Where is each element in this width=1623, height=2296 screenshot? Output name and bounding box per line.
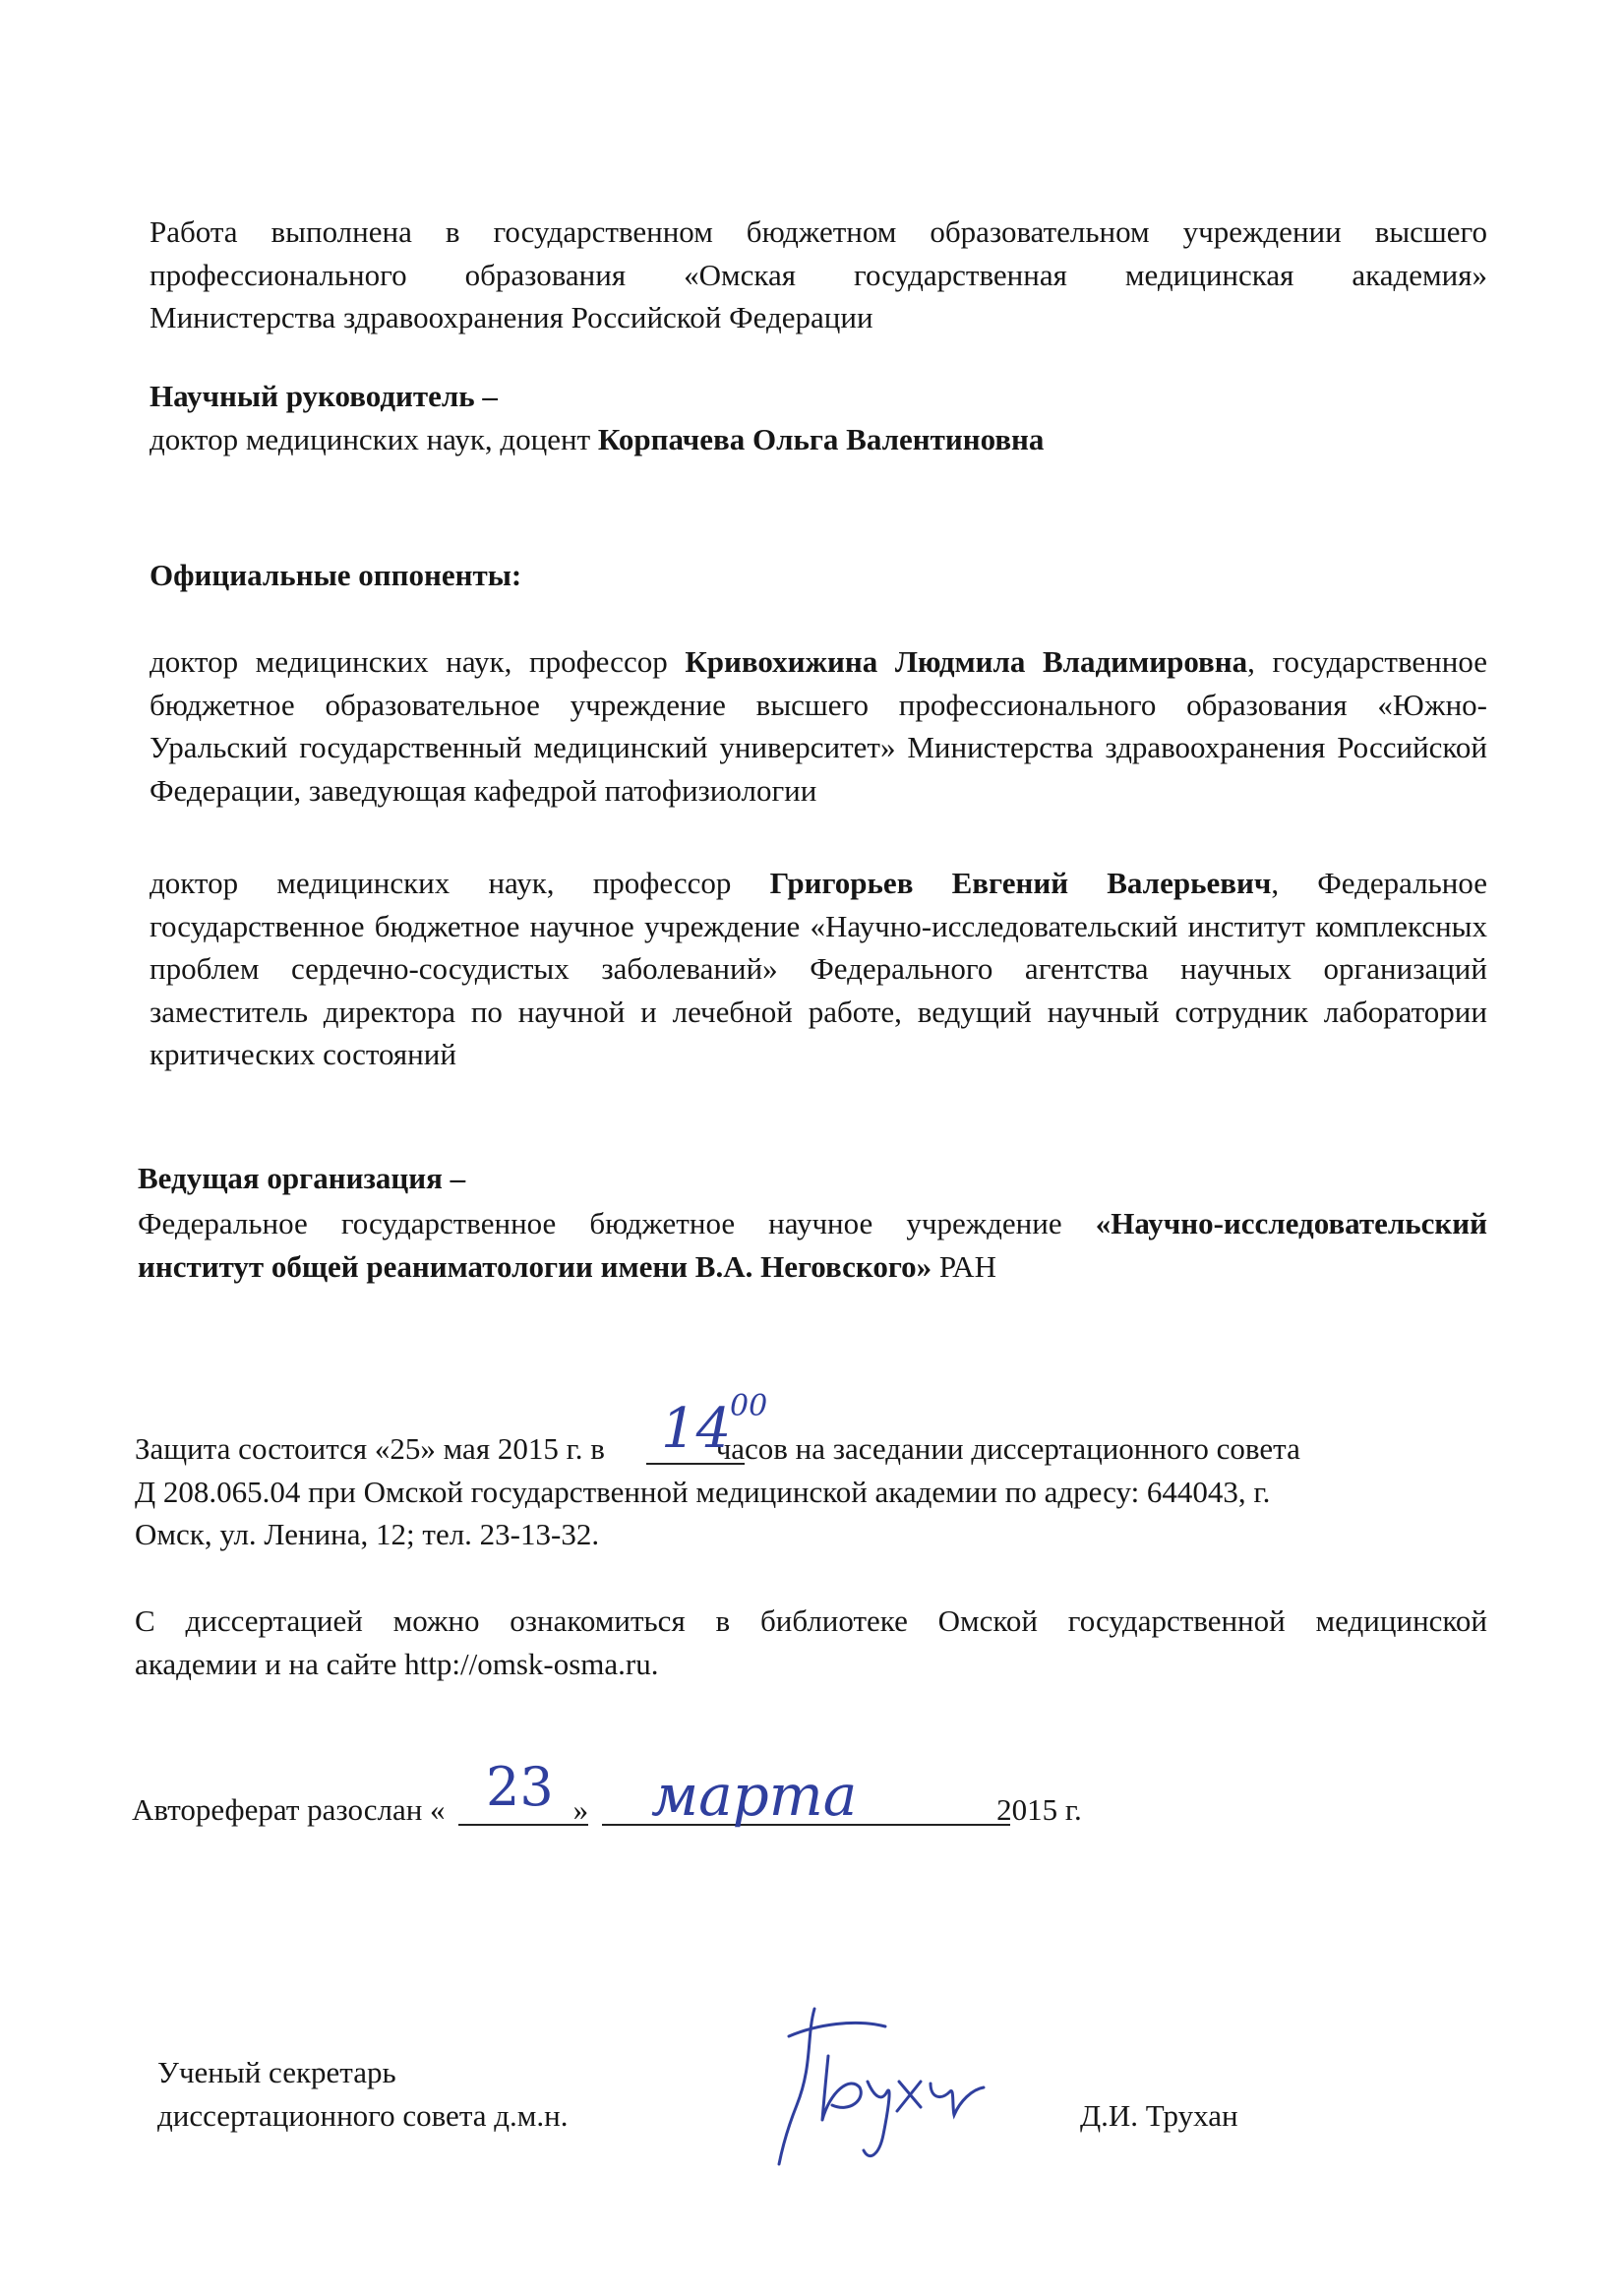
supervisor-name: Корпачева Ольга Валентиновна	[597, 421, 1045, 456]
defense-time-underline	[646, 1463, 745, 1465]
opponent-1-affiliation: , государственное бюджетное образовательное учреждение высшего профессионального образования «Южно-Уральский государственный медицинский университет» Министерства здравоохранения Российской Федерации, заведующая кафедрой патофизиологии	[150, 644, 1487, 808]
mailing-day-underline	[458, 1824, 588, 1826]
mailing-month-handwritten: марта	[651, 1762, 858, 1829]
mailing-quote: »	[572, 1792, 589, 1827]
defense-minutes-handwritten: 00	[730, 1389, 768, 1423]
institution-line: Работа выполнена в государственном бюджетном образовательном учреждении высшего	[150, 214, 1487, 249]
opponent-2-affiliation: , Федеральное государственное бюджетное научное учреждение «Научно-исследовательский институт комплексных проблем сердечно-сосудистых заболеваний» Федерального агентства научных организаций заместитель директора по научной и лечебной работе, ведущий научный сотрудник лаборатории критических состояний	[150, 866, 1487, 1071]
supervisor-degree: доктор медицинских наук, доцент	[150, 421, 598, 456]
leading-org-name: «Научно-исследовательский институт общей реаниматологии имени В.А. Неговского»	[138, 1206, 1487, 1284]
leading-org-type: Федеральное государственное бюджетное научное учреждение	[138, 1206, 1096, 1240]
mailing-day-handwritten: 23	[486, 1756, 554, 1818]
institution-paragraph	[150, 211, 1487, 339]
opponent-2-paragraph	[150, 862, 1487, 1076]
opponent-2-degree: доктор медицинских наук, профессор	[150, 866, 770, 900]
leading-org-paragraph	[138, 1202, 1487, 1288]
opponent-1-paragraph	[150, 640, 1487, 812]
library-paragraph	[135, 1600, 1487, 1685]
supervisor-heading: Научный руководитель –	[150, 379, 498, 413]
opponent-2-name: Григорьев Евгений Валерьевич	[769, 866, 1272, 900]
defense-address-line: Д 208.065.04 при Омской государственной медицинской академии по адресу: 644043, г.	[135, 1474, 1271, 1509]
library-line: академии и на сайте http://omsk-osma.ru.	[135, 1646, 659, 1681]
secretary-line: диссертационного совета д.м.н.	[157, 2097, 569, 2133]
mailing-label: Автореферат разослан «	[132, 1792, 446, 1827]
defense-council-text: часов на заседании диссертационного совета	[715, 1431, 1300, 1466]
secretary-title	[157, 2051, 748, 2137]
mailing-year: 2015 г.	[996, 1792, 1082, 1827]
defense-hour-handwritten: 14	[661, 1397, 732, 1461]
supervisor-section	[150, 375, 1487, 460]
secretary-line: Ученый секретарь	[157, 2055, 396, 2089]
institution-line: профессионального образования «Омская государственная медицинская академия»	[150, 257, 1487, 292]
institution-line: Министерства здравоохранения Российской Федерации	[150, 300, 873, 334]
signature	[767, 1997, 1003, 2174]
defense-paragraph	[135, 1427, 1492, 1556]
opponent-1-name: Кривохижина Людмила Владимировна	[685, 644, 1248, 679]
opponents-heading: Официальные оппоненты:	[150, 558, 522, 592]
signature-drawing	[767, 1997, 1003, 2174]
defense-address-line: Омск, ул. Ленина, 12; тел. 23-13-32.	[135, 1517, 600, 1551]
library-line: С диссертацией можно ознакомиться в библиотеке Омской государственной медицинской	[135, 1603, 1487, 1638]
leading-org-heading: Ведущая организация –	[138, 1161, 466, 1195]
defense-date-text: Защита состоится «25» мая 2015 г. в	[135, 1431, 613, 1466]
secretary-name: Д.И. Трухан	[1080, 2098, 1238, 2133]
leading-org-suffix: РАН	[932, 1248, 996, 1284]
opponent-1-degree: доктор медицинских наук, профессор	[150, 644, 686, 679]
